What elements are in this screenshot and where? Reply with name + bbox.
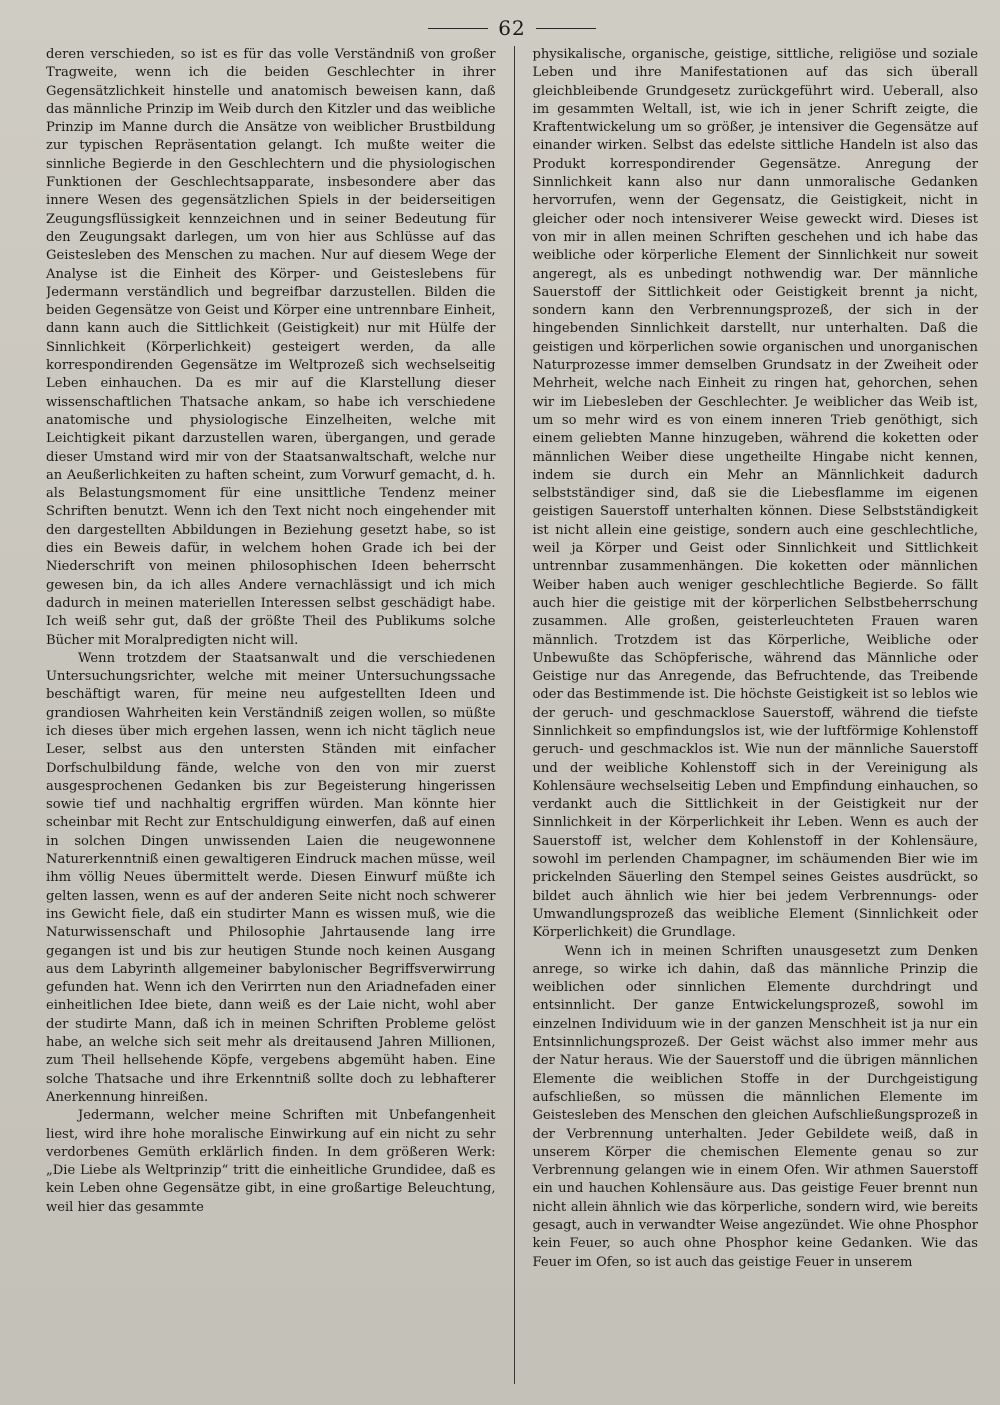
page-header [46,10,978,46]
paragraph: deren verschieden, so ist es für das volle Verständniß von großer Tragweite, wenn ich die beiden Geschlechter in ihrer Gegensätzlichkeit hinstelle und anatomisch beweisen kann, daß das männliche Prinzip im Weib durch den Kitzler und das weibliche Prinzip im Manne durch die Ansätze von weiblicher Brustbildung zur typischen Repräsentation gelangt. Ich mußte weiter die sinnliche Begierde in den Geschlechtern und die physiologischen Funktionen der Geschlechtsapparate, insbesondere aber das innere Wesen des gegensätzlichen Spiels in der beiderseitigen Zeugungsflüssigkeit kennzeichnen und in seiner Bedeutung für den Zeugungsakt darlegen, um von hier aus Schlüsse auf das Geistesleben des Menschen zu machen. Nur auf diesem Wege der Analyse ist die Einheit des Körper- und Geisteslebens für Jedermann verständlich und begreifbar darzustellen. Bilden die beiden Gegensätze von Geist und Körper eine untrennbare Einheit, dann kann auch die Sittlichkeit (Geistigkeit) nur mit Hülfe der Sinnlichkeit (Körperlichkeit) gesteigert werden, da alle korrespondirenden Gegensätze im Weltprozeß sich wechselseitig Leben einhauchen. Da es mir auf die Klarstellung dieser wissenschaftlichen Thatsache ankam, so habe ich verschiedene anatomische und physiologische Einzelheiten, welche mit Leichtigkeit pikant darzustellen waren, übergangen, und gerade dieser Umstand wird mir von der Staatsanwaltschaft, welche nur an Aeußerlichkeiten zu haften scheint, zum Vorwurf gemacht, d. h. als Belastungsmoment für eine unsittliche Tendenz meiner Schriften benutzt. Wenn ich den Text nicht noch eingehender mit den dargestellten Abbildungen in Beziehung gesetzt habe, so ist dies ein Beweis dafür, in welchem hohen Grade ich bei der Niederschrift von meinen philosophischen Ideen beherrscht gewesen bin, da ich alles Andere vernachlässigt und ich mich dadurch in meinen materiellen Interessen selbst geschädigt habe. Ich weiß sehr gut, daß der größte Theil des Publikums solche Bücher mit Moralpredigten nicht will. [46,47,496,648]
paragraph: physikalische, organische, geistige, sittliche, religiöse und soziale Leben und ihre Manifestationen auf das sich überall gleichbleibende Grundgesetz zurückgeführt wird. Ueberall, also im gesammten Weltall, ist, wie ich in jener Schrift zeigte, die Kraftentwickelung um so größer, je intensiver die Gegensätze auf einander wirken. Selbst das edelste sittliche Handeln ist also das Produkt korrespondirender Gegensätze. Anregung der Sinnlichkeit kann also nur dann unmoralische Gedanken hervorrufen, wenn der Gegensatz, die Geistigkeit, nicht in gleicher oder noch intensiverer Weise geweckt wird. Dieses ist von mir in allen meinen Schriften geschehen und ich habe das weibliche oder körperliche Element der Sinnlichkeit nur soweit angeregt, als es unbedingt nothwendig war. Der männliche Sauerstoff der Sittlichkeit oder Geistigkeit brennt ja nicht, sondern kann den Verbrennungsprozeß, der sich in der hingebenden Sinnlichkeit darstellt, nur unterhalten. Daß die geistigen und körperlichen sowie organischen und unorganischen Naturprozesse immer demselben Grundsatz in der Zweiheit oder Mehrheit, welche nach Einheit zu ringen hat, gehorchen, sehen wir im Liebesleben der Geschlechter. Je weiblicher das Weib ist, um so mehr wird es von einem inneren Trieb genöthigt, sich einem geliebten Manne hinzugeben, während die koketten oder männlichen Weiber diese ungetheilte Hingabe nicht kennen, indem sie durch ein Mehr an Männlichkeit dadurch selbstständiger sind, daß sie die Liebesflamme im eigenen geistigen Sauerstoff unterhalten können. Diese Selbstständigkeit ist nicht allein eine geistige, sondern auch eine geschlechtliche, weil ja Körper und Geist oder Sinnlichkeit und Sittlichkeit untrennbar zusammenhängen. Die koketten oder männlichen Weiber haben auch weniger geschlechtliche Begierde. So fällt auch hier die geistige mit der körperlichen Selbstbeherrschung zusammen. Alle großen, geisterleuchteten Frauen waren männlich. Trotzdem ist das Körperliche, Weibliche oder Unbewußte das Schöpferische, während das Männliche oder Geistige nur das Anregende, das Befruchtende, das Treibende oder das Bestimmende ist. Die höchste Geistigkeit ist so leblos wie der geruch- und geschmacklose Sauerstoff, während die tiefste Sinnlichkeit so empfindungslos ist, wie der luftförmige Kohlenstoff geruch- und geschmacklos ist. Wie nun der männliche Sauerstoff und der weibliche Kohlenstoff sich in der Vereinigung als Kohlensäure wechselseitig Leben und Empfindung einhauchen, so verdankt auch die Sittlichkeit in der Geistigkeit nur der Sinnlichkeit in der Körperlichkeit ihr Leben. Wenn es auch der Sauerstoff ist, welcher dem Kohlenstoff in der Kohlensäure, sowohl im perlenden Champagner, im schäumenden Bier wie im prickelnden Säuerling den Stempel seines Geistes ausdrückt, so bildet auch ähnlich wie hier bei jedem Verbrennungs- oder Umwandlungsprozeß das weibliche Element (Sinnlichkeit oder Körperlichkeit) die Grundlage. [532,47,978,941]
page-number: 62 [498,16,526,40]
paragraph: Wenn ich in meinen Schriften unausgesetzt zum Denken anrege, so wirke ich dahin, daß das männliche Prinzip die weiblichen oder sinnlichen Elemente durchdringt und entsinnlicht. Der ganze Entwickelungsprozeß, sowohl im einzelnen Individuum wie in der ganzen Menschheit ist ja nur ein Entsinnlichungsprozeß. Der Geist wächst also immer mehr aus der Natur heraus. Wie der Sauerstoff und die übrigen männlichen Elemente die weiblichen Stoffe in der Durchgeistigung aufschließen, so müssen die männlichen Elemente im Geistesleben des Menschen den gleichen Aufschließungsprozeß in der Verbrennung unterhalten. Jeder Gebildete weiß, daß in unserem Körper die chemischen Elemente genau so zur Verbrennung gelangen wie in einem Ofen. Wir athmen Sauerstoff ein und hauchen Kohlensäure aus. Das geistige Feuer brennt nun nicht allein ähnlich wie das körperliche, sondern wird, wie bereits gesagt, auch in verwandter Weise angezündet. Wie ohne Phosphor kein Feuer, so auch ohne Phosphor keine Gedanken. Wie das Feuer im Ofen, so ist auch das geistige Feuer in unserem [532,943,978,1270]
header-rule-right [536,28,596,29]
paragraph: Wenn trotzdem der Staatsanwalt und die verschiedenen Untersuchungsrichter, welche mit meiner Untersuchungssache beschäftigt waren, für meine neu aufgestellten Ideen und grandiosen Wahrheiten kein Verständniß zeigen wollen, so müßte ich dieses über mich ergehen lassen, wenn ich nicht täglich neue Leser, selbst aus den untersten Ständen mit einfacher Dorfschulbildung fände, welche von den von mir zuerst ausgesprochenen Gedanken bis zur Begeisterung hingerissen sowie tief und nachhaltig ergriffen würden. Man könnte hier scheinbar mit Recht zur Entschuldigung einwerfen, daß auf einen in solchen Dingen unwissenden Laien die neugewonnene Naturerkenntniß einen gewaltigeren Eindruck machen müsse, weil ihm völlig Neues übermittelt werde. Diesen Einwurf müßte ich gelten lassen, wenn es auf der anderen Seite nicht noch schwerer ins Gewicht fiele, daß ein studirter Mann es wissen muß, wie die Naturwissenschaft und Philosophie Jahrtausende lang irre gegangen ist und bis zur heutigen Stunde noch keinen Ausgang aus dem Labyrinth allgemeiner babylonischer Begriffsverwirrung gefunden hat. Wenn ich den Verirrten nun den Ariadnefaden einer einheitlichen Idee biete, dann weiß es der Laie nicht, wohl aber der studirte Mann, daß ich in meinen Schriften Probleme gelöst habe, an welche sich seit mehr als dreitausend Jahren Millionen, zum Theil hellsehende Köpfe, vergebens abgemüht haben. Eine solche Thatsache und ihre Erkenntniß sollte doch zu lebhafterer Anerkennung hinreißen. [46,650,496,1105]
header-rule-left [428,28,488,29]
paragraph: Jedermann, welcher meine Schriften mit Unbefangenheit liest, wird ihre hohe moralische Einwirkung auf ein nicht zu sehr verdorbenes Gemüth erklärlich finden. In dem größeren Werk: „Die Liebe als Weltprinzip“ tritt die einheitliche Grundidee, daß es kein Leben ohne Gegensätze gibt, in eine großartige Beleuchtung, weil hier das gesammte [46,1108,496,1215]
text-columns [46,46,978,1384]
right-column [514,46,979,1384]
left-column [46,46,496,1384]
